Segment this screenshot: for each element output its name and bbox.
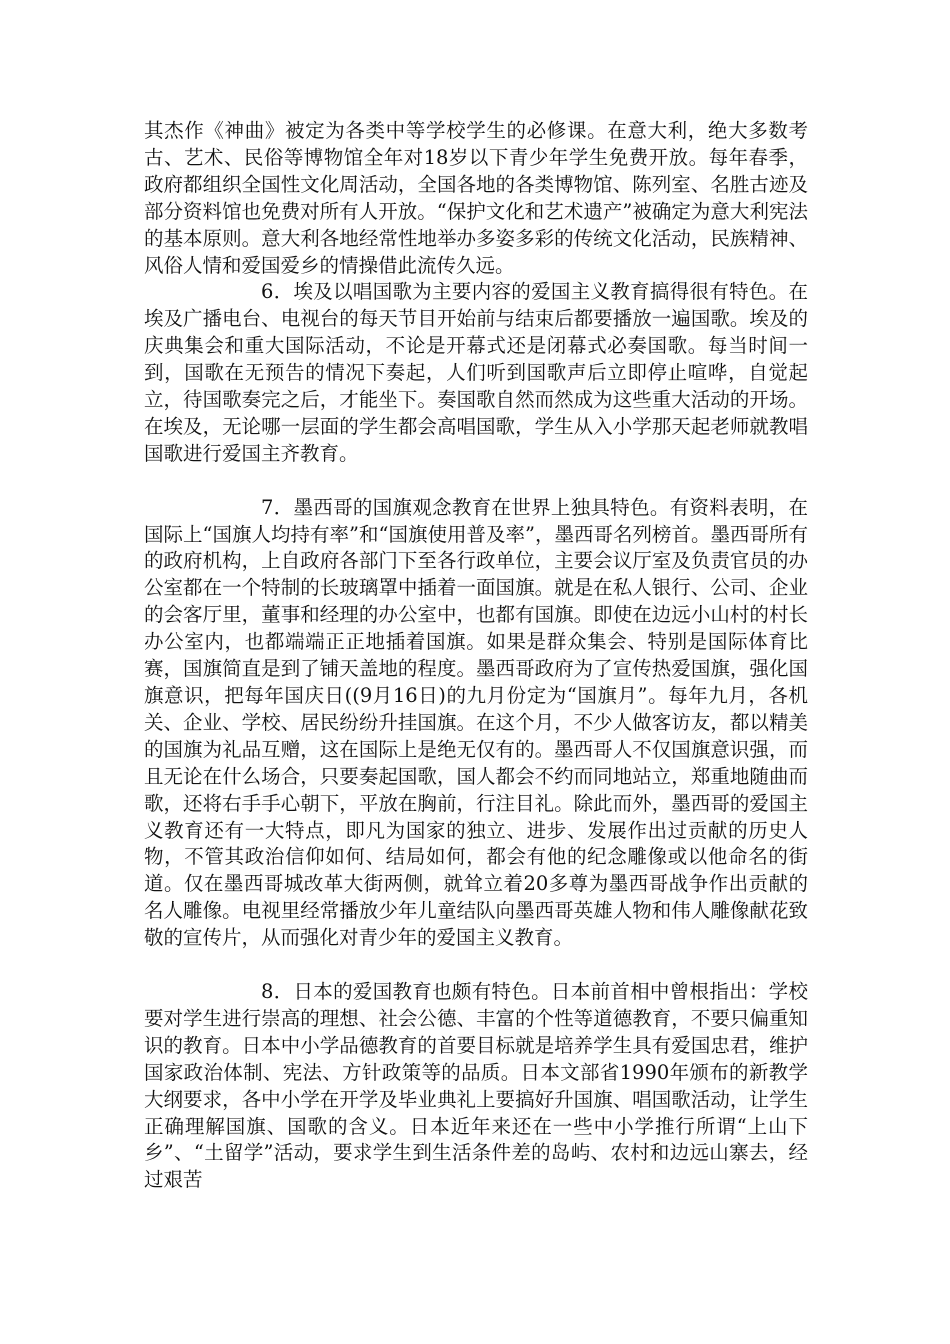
document-page (144, 118, 808, 1194)
paragraph-spacer (144, 952, 808, 979)
paragraph-japan: 8．日本的爱国教育也颇有特色。日本前首相中曾根指出：学校要对学生进行崇高的理想、社会公德、丰富的个性等道德教育，不要只偏重知识的教育。日本中小学品德教育的首要目标就是培养学生具有爱国忠君，维护国家政治体制、宪法、方针政策等的品质。日本文部省1990年颁布的新教学大纲要求，各中小学在开学及毕业典礼上要搞好升国旗、唱国歌活动，让学生正确理解国旗、国歌的含义。日本近年来还在一些中小学推行所谓“上山下乡”、“土留学”活动，要求学生到生活条件差的岛屿、农村和边远山寨去，经过艰苦 (144, 979, 808, 1192)
paragraph-italy-continued: 其杰作《神曲》被定为各类中等学校学生的必修课。在意大利，绝大多数考古、艺术、民俗等博物馆全年对18岁以下青少年学生免费开放。每年春季，政府都组织全国性文化周活动，全国各地的各类博物馆、陈列室、名胜古迹及部分资料馆也免费对所有人开放。“保护文化和艺术遗产”被确定为意大利宪法的基本原则。意大利各地经常性地举办多姿多彩的传统文化活动，民族精神、风俗人情和爱国爱乡的情操借此流传久远。 (144, 119, 808, 277)
paragraph-egypt: 6．埃及以唱国歌为主要内容的爱国主义教育搞得很有特色。在埃及广播电台、电视台的每天节目开始前与结束后都要播放一遍国歌。埃及的庆典集会和重大国际活动，不论是开幕式还是闭幕式必奏国歌。每当时间一到，国歌在无预告的情况下奏起，人们听到国歌声后立即停止喧哗，自觉起立，待国歌奏完之后，才能坐下。奏国歌自然而然成为这些重大活动的开场。在埃及，无论哪一层面的学生都会高唱国歌，学生从入小学那天起老师就教唱国歌进行爱国主齐教育。 (144, 280, 808, 465)
paragraph-mexico: 7．墨西哥的国旗观念教育在世界上独具特色。有资料表明，在国际上“国旗人均持有率”和“国旗使用普及率”，墨西哥名列榜首。墨西哥所有的政府机构，上自政府各部门下至各行政单位，主要会议厅室及负责官员的办公室都在一个特制的长玻璃罩中插着一面国旗。就是在私人银行、公司、企业的会客厅里，董事和经理的办公室中，也都有国旗。即使在边远小山村的村长办公室内，也都端端正正地插着国旗。如果是群众集会、特别是国际体育比赛，国旗简直是到了铺天盖地的程度。墨西哥政府为了宣传热爱国旗，强化国旗意识，把每年国庆日((9月16日)的九月份定为“国旗月”。每年九月，各机关、企业、学校、居民纷纷升挂国旗。在这个月，不少人做客访友，都以精美的国旗为礼品互赠，这在国际上是绝无仅有的。墨西哥人不仅国旗意识强，而且无论在什么场合，只要奏起国歌，国人都会不约而同地站立，郑重地随曲而歌，还将右手手心朝下，平放在胸前，行注目礼。除此而外，墨西哥的爱国主义教育还有一大特点，即凡为国家的独立、进步、发展作出过贡献的历史人物，不管其政治信仰如何、结局如何，都会有他的纪念雕像或以他命名的街道。仅在墨西哥城改革大街两侧，就耸立着20多尊为墨西哥战争作出贡献的名人雕像。电视里经常播放少年儿童结队向墨西哥英雄人物和伟人雕像献花致敬的宣传片，从而强化对青少年的爱国主义教育。 (144, 495, 808, 950)
paragraph-spacer (144, 468, 808, 495)
